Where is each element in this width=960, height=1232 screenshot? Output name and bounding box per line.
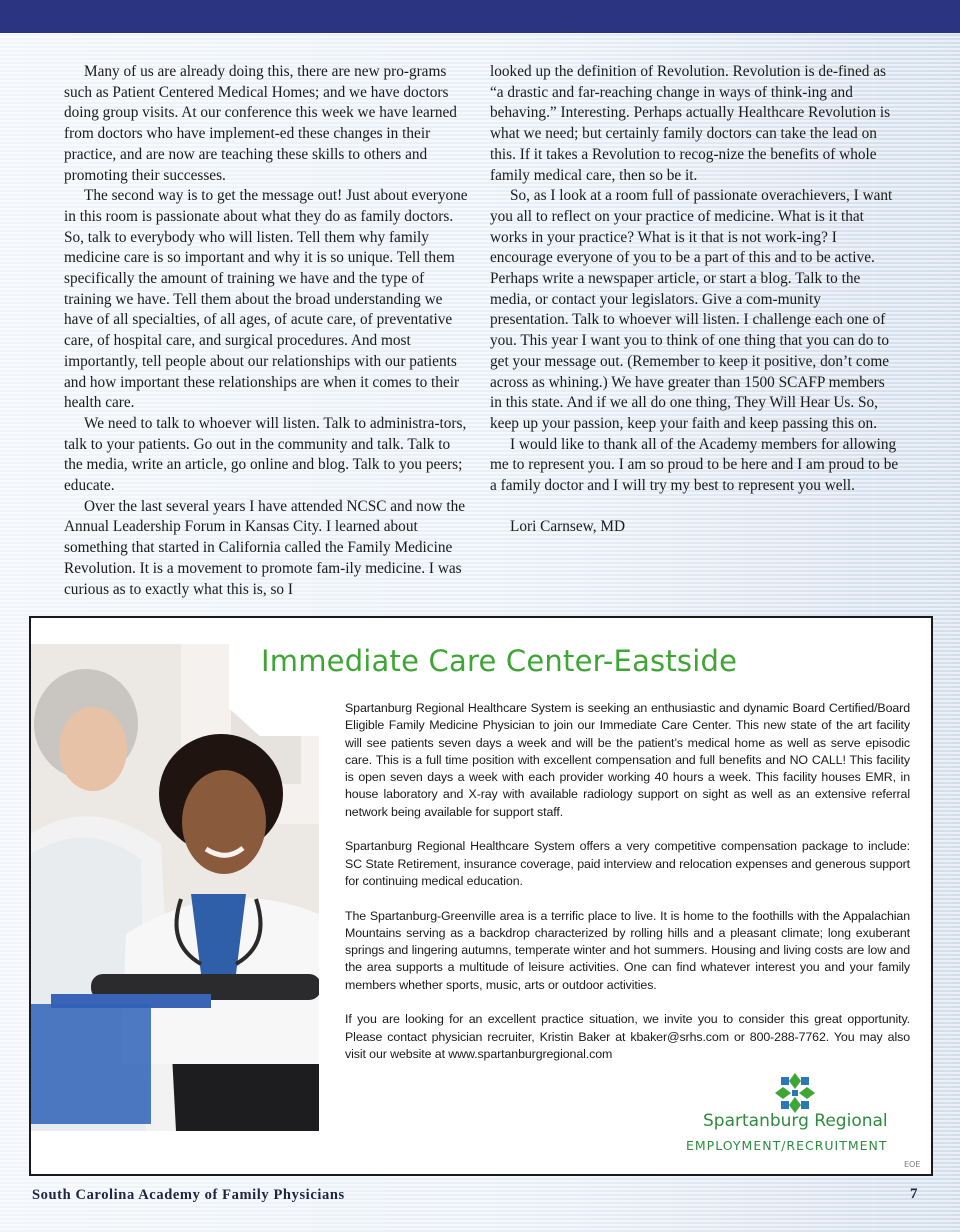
ad-paragraph: Spartanburg Regional Healthcare System is seeking an enthusiastic and dynamic Board Certified/Board Eligible Family Medicine Physician to join our Immediate Care Center. This new state of the art facility will see patients seven days a week and will be the patient’s medical home as well as serve episodic care. This is a full time position with excellent compensation and full benefits and NO CALL! This facility is open seven days a week with each provider working 40 hours a week. This facility houses EMR, in house laboratory and X-ray with available radiology support on sight as well as an extensive referral network being available for support staff.: [345, 701, 910, 819]
ad-title: Immediate Care Center-Eastside: [261, 644, 738, 678]
article-paragraph: We need to talk to whoever will listen. Talk to administra-tors, talk to your patients. Go out in the community and talk. Talk to the media, write an article, go online and blog. Talk to you peers; educate.: [64, 414, 467, 495]
logo-subtitle: EMPLOYMENT/RECRUITMENT: [686, 1138, 888, 1153]
article-paragraph: Many of us are already doing this, there are new pro-grams such as Patient Centered Medical Homes; and we have doctors doing group visits. At our conference this week we have learned from doctors who have implement-ed these changes in their practice, and are now are teaching these skills to others and promoting their successes.: [64, 63, 457, 184]
header-band: [0, 0, 960, 33]
ad-paragraph: Spartanburg Regional Healthcare System offers a very competitive compensation package to include: SC State Retirement, insurance coverage, paid interview and relocation expenses and generous support for continuing medical education.: [345, 839, 910, 888]
article-column-left: [64, 62, 472, 600]
logo-name: Spartanburg Regional: [703, 1111, 888, 1131]
article-paragraph: looked up the definition of Revolution. Revolution is de-fined as “a drastic and far-reaching change in ways of think-ing and behaving.” Interesting. Perhaps actually Healthcare Revolution is what we need; but certainly family doctors can take the lead on this. If it takes a Revolution to recog-nize the benefits of whole family medical care, then so be it.: [490, 63, 891, 184]
article-paragraph: The second way is to get the message out! Just about everyone in this room is passionate about what they do as family doctors. So, talk to everybody who will listen. Tell them why family medicine care is so important and why it is so unique. Tell them specifically the amount of training we have and the type of training we have. Tell them about the broad understanding we have of all specialties, of all ages, of acute care, of preventative care, of hospital care, and surgical procedures. And most importantly, tell people about our relationships with our patients and how important these relationships are when it comes to their health care.: [64, 187, 468, 412]
eoe-label: EOE: [904, 1160, 921, 1169]
ad-paragraph: If you are looking for an excellent practice situation, we invite you to consider this great opportunity. Please contact physician recruiter, Kristin Baker at kbaker@srhs.com or 800-288-7762. You may also visit our website at www.spartanburgregional.com: [345, 1012, 910, 1061]
ad-paragraph: The Spartanburg-Greenville area is a terrific place to live. It is home to the foothills with the Appalachian Mountains serving as a backdrop characterized by rolling hills and a pleasant climate; long exuberant springs and lingering autumns, temperate winter and hot summers. Housing and living costs are low and the area supports a multitude of leisure activities. One can find whatever interest you and your family members whether sports, music, arts or outdoor activities.: [345, 908, 910, 992]
ad-body: [345, 700, 910, 1081]
footer-publication: South Carolina Academy of Family Physicians: [32, 1187, 345, 1203]
article-signature: Lori Carnsew, MD: [510, 518, 625, 536]
page-number: 7: [910, 1186, 918, 1202]
recruitment-ad: [29, 616, 933, 1176]
article-paragraph: So, as I look at a room full of passionate overachievers, I want you all to reflect on your practice of medicine. What is it that works in your practice? What is it that is not work-ing? I encourage everyone of you to be a part of this and to be active. Perhaps write a newspaper article, or start a blog. Talk to the media, or contact your legislators. Give a com-munity presentation. Talk to whoever will listen. I challenge each one of you. This year I want you to think of one thing that you can do to get your message out. (Remember to keep it positive, don’t come across as whining.) We have greater than 1500 SCAFP members in this state. And if we all do one thing, They Will Hear Us. So, keep up your passion, keep your faith and keep passing this on.: [490, 187, 893, 432]
spartanburg-regional-logo-icon: [771, 1073, 819, 1113]
article-paragraph: Over the last several years I have attended NCSC and now the Annual Leadership Forum in Kansas City. I learned about something that started in California called the Family Medicine Revolution. It is a movement to promote fam-ily medicine. I was curious as to exactly what this is, so I: [64, 497, 466, 598]
article-paragraph: I would like to thank all of the Academy members for allowing me to represent you. I am so proud to be here and I am proud to be a family doctor and I will try my best to represent you well.: [490, 435, 899, 495]
article-column-right: [490, 62, 900, 538]
